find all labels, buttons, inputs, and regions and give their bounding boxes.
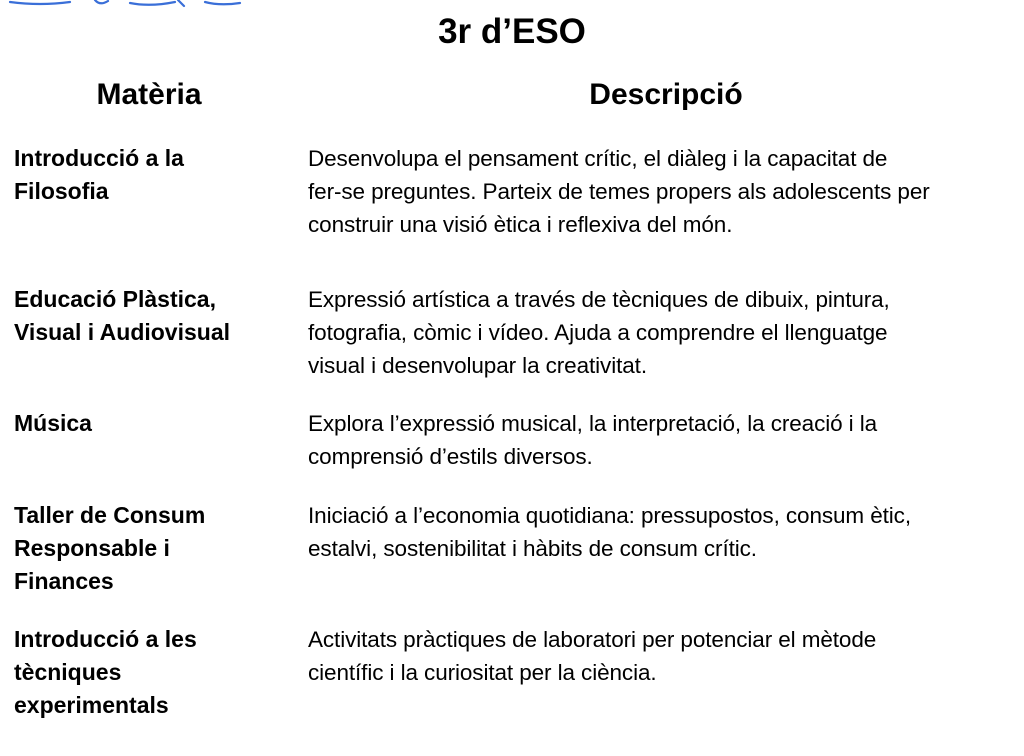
subject-line: Taller de Consum xyxy=(14,502,206,528)
subject-line: Educació Plàstica, xyxy=(14,286,216,312)
subject-cell xyxy=(14,142,294,208)
subject-line: tècniques xyxy=(14,659,122,685)
subject-line: Visual i Audiovisual xyxy=(14,319,231,345)
subject-line: experimentals xyxy=(14,692,169,718)
subject-cell xyxy=(14,623,294,722)
subject-line: Introducció a les xyxy=(14,626,197,652)
description-line: estalvi, sostenibilitat i hàbits de consum crític. xyxy=(308,536,757,561)
subject-cell xyxy=(14,499,294,598)
description-cell xyxy=(308,623,1020,689)
description-line: fotografia, còmic i vídeo. Ajuda a comprendre el llenguatge xyxy=(308,320,888,345)
description-cell xyxy=(308,499,1020,565)
subject-line: Finances xyxy=(14,568,114,594)
subject-cell xyxy=(14,283,294,349)
description-line: comprensió d’estils diversos. xyxy=(308,444,593,469)
column-header-description: Descripció xyxy=(589,78,743,111)
column-header-subject: Matèria xyxy=(96,78,202,111)
subject-line: Responsable i xyxy=(14,535,170,561)
description-cell xyxy=(308,407,1020,473)
description-line: fer-se preguntes. Parteix de temes propers als adolescents per xyxy=(308,179,930,204)
description-line: visual i desenvolupar la creativitat. xyxy=(308,353,647,378)
description-line: científic i la curiositat per la ciència. xyxy=(308,660,657,685)
description-line: Desenvolupa el pensament crític, el diàleg i la capacitat de xyxy=(308,146,888,171)
page-title: 3r d’ESO xyxy=(438,12,586,51)
description-line: construir una visió ètica i reflexiva del món. xyxy=(308,212,733,237)
description-cell xyxy=(308,283,1020,382)
description-line: Activitats pràctiques de laboratori per potenciar el mètode xyxy=(308,627,877,652)
subject-line: Introducció a la xyxy=(14,145,184,171)
description-cell xyxy=(308,142,1020,241)
subject-line: Filosofia xyxy=(14,178,109,204)
subject-cell xyxy=(14,407,294,440)
handwritten-scribble-decoration xyxy=(0,0,300,10)
description-line: Iniciació a l’economia quotidiana: pressupostos, consum ètic, xyxy=(308,503,911,528)
description-line: Explora l’expressió musical, la interpretació, la creació i la xyxy=(308,411,878,436)
subject-line: Música xyxy=(14,410,92,436)
description-line: Expressió artística a través de tècniques de dibuix, pintura, xyxy=(308,287,890,312)
